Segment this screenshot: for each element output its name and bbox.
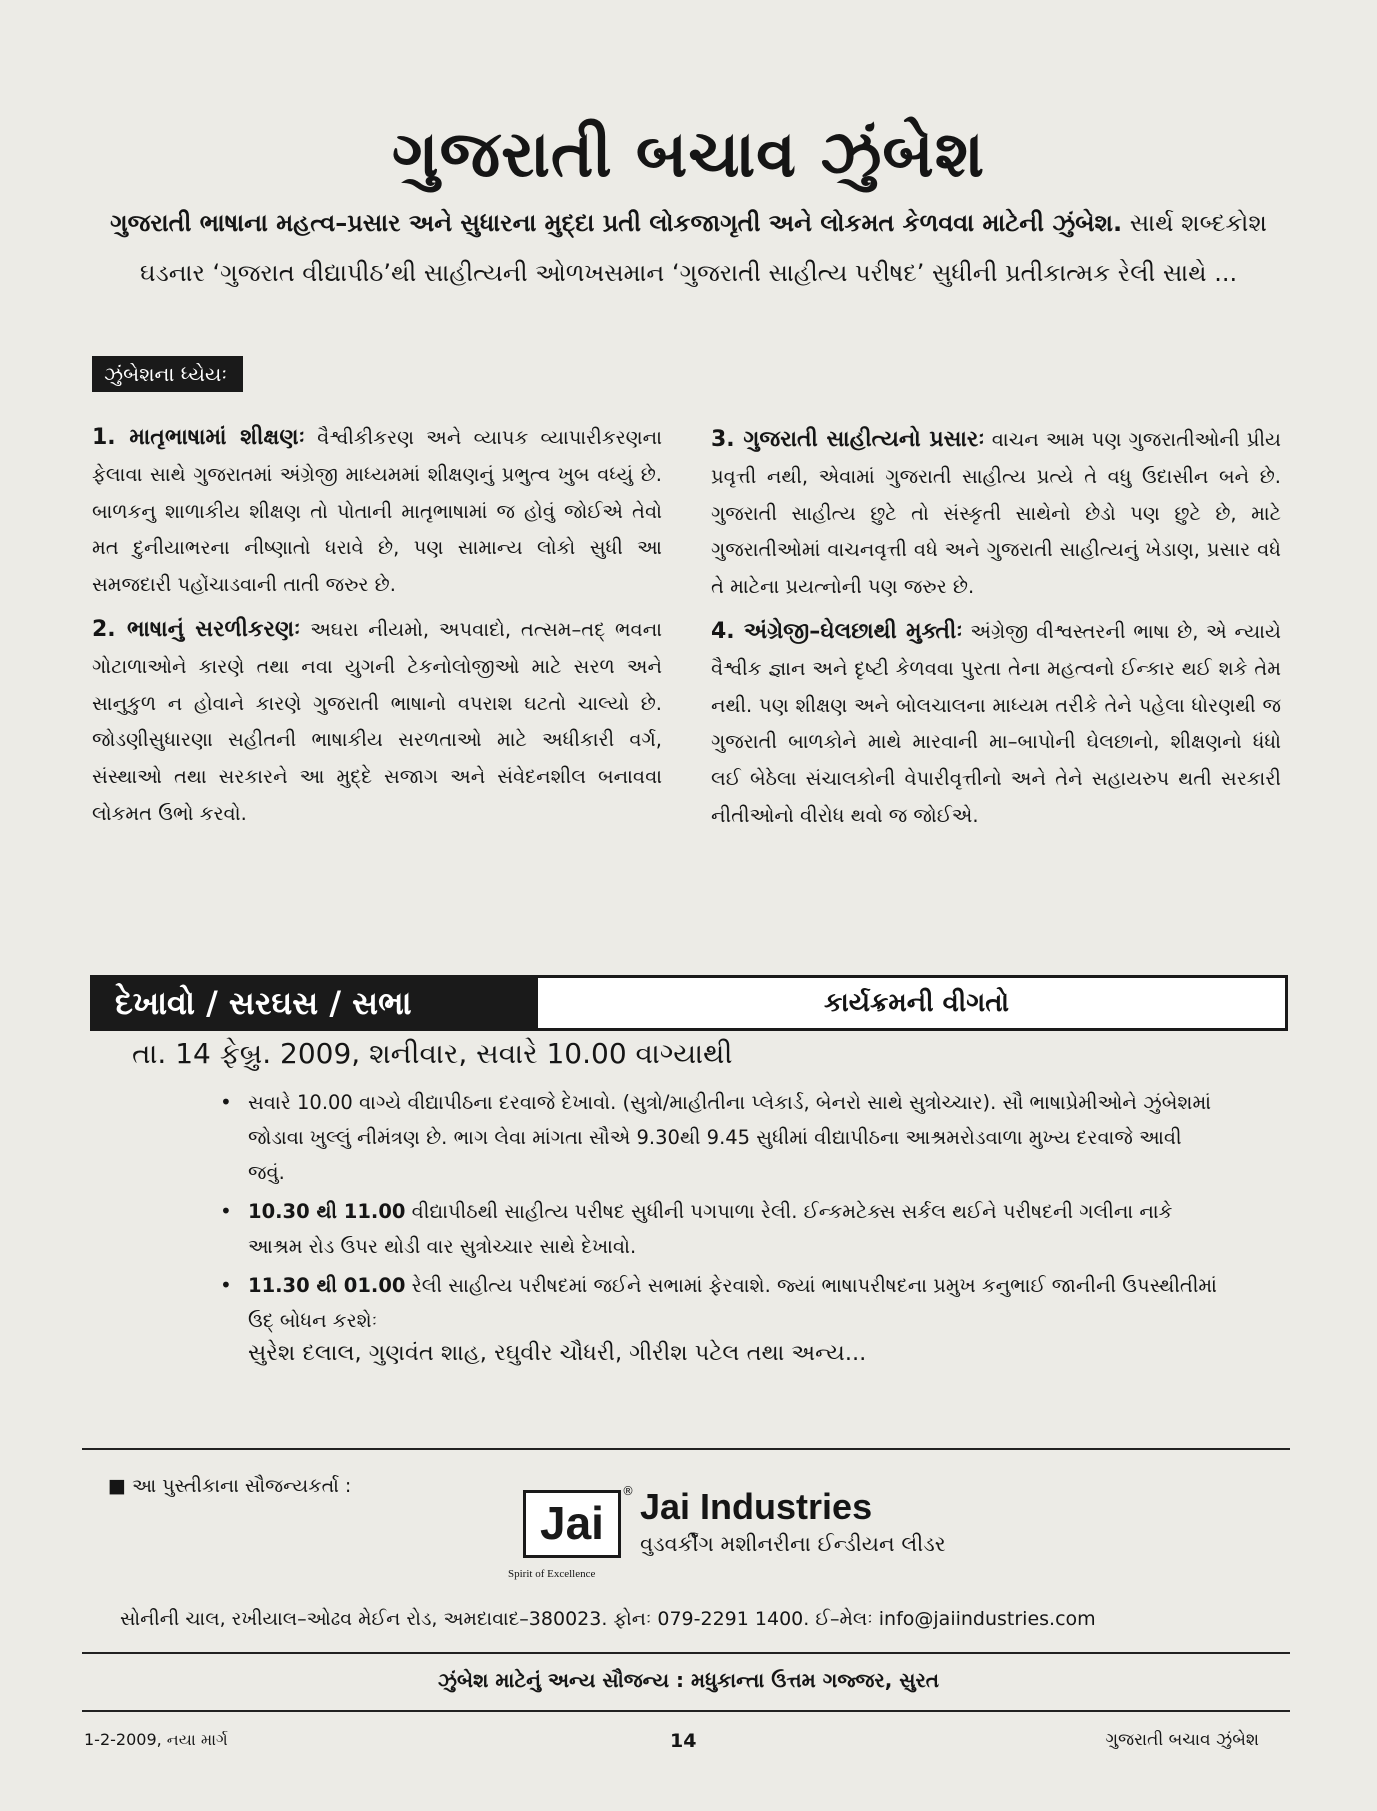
page-title: ગુજરાતી બચાવ ઝુંબેશ	[391, 118, 986, 192]
goal-item	[711, 614, 1281, 835]
sponsor-label	[108, 1475, 351, 1497]
list-item	[220, 1194, 1220, 1264]
other-sponsor: ઝુંબેશ માટેનું અન્ય સૌજન્ય : મધુકાન્તા ઉત્તમ ગજ્જર, સુરત	[437, 1668, 940, 1692]
company-name: Jai Industries	[640, 1486, 873, 1527]
list-item-text: સવારે 10.00 વાગ્યે વીદ્યાપીઠના દરવાજે દેખાવો. (સુત્રો/માહીતીના પ્લેકાર્ડ, બેનરો સાથે સુત્રોચ્ચાર). સૌ ભાષાપ્રેમીઓને ઝુંબેશમાં જોડાવા ખુલ્લું નીમંત્રણ છે. ભાગ લેવા માંગતા સૌએ 9.30થી 9.45 સુધીમાં વીદ્યાપીઠના આશ્રમરોડવાળા મુખ્ય દરવાજે આવી જવું.	[248, 1091, 1211, 1184]
program-banner	[90, 975, 1288, 1031]
logo-tagline: Spirit of Excellence	[508, 1568, 596, 1580]
list-item-time: 11.30 થી 01.00	[248, 1274, 406, 1297]
bullet-icon: •	[220, 1090, 232, 1114]
registered-mark: ®	[622, 1484, 634, 1498]
footer-date: 1-2-2009, નયા માર્ગ	[84, 1730, 228, 1749]
goal-heading: 1. માતૃભાષામાં શીક્ષણઃ	[92, 425, 305, 450]
jai-logo: Jai	[523, 1490, 621, 1558]
divider	[82, 1448, 1290, 1450]
goal-item	[711, 422, 1281, 606]
goal-text: અંગ્રેજી વીશ્વસ્તરની ભાષા છે, એ ન્યાયે વૈશ્વીક જ્ઞાન અને દૃષ્ટી કેળવવા પુરતા તેના મહત્વનો ઈન્કાર થઈ શકે તેમ નથી. પણ શીક્ષણ અને બોલચાલના માધ્યમ તરીકે તેને પહેલા ધોરણથી જ ગુજરાતી બાળકોને માથે મારવાની મા–બાપોની ઘેલછાનો, શીક્ષણનો ધંધો લઈ બેઠેલા સંચાલકોની વેપારીવૃત્તીનો અને તેને સહાયરુપ થતી સરકારી નીતીઓનો વીરોધ થવો જ જોઈએ.	[711, 619, 1281, 827]
event-date: તા. 14 ફેબ્રુ. 2009, શનીવાર, સવારે 10.00 વાગ્યાથી	[132, 1037, 733, 1070]
footer-title: ગુજરાતી બચાવ ઝુંબેશ	[1105, 1730, 1259, 1750]
sponsor-label-text: આ પુસ્તીકાના સૌજન્યકર્તા :	[132, 1475, 352, 1497]
page-number: 14	[670, 1730, 697, 1752]
subtitle	[100, 198, 1277, 298]
goals-label: ઝુંબેશના ધ્યેયઃ	[92, 356, 243, 392]
list-item	[220, 1268, 1220, 1338]
list-item-text: વીદ્યાપીઠથી સાહીત્ય પરીષદ સુધીની પગપાળા રેલી. ઈન્કમટેક્સ સર્કલ થઈને પરીષદની ગલીના નાકે આશ્રમ રોડ ઉપર થોડી વાર સુત્રોચ્ચાર સાથે દેખાવો.	[248, 1200, 1173, 1258]
goal-item	[92, 612, 662, 833]
banner-left-label: દેખાવો / સરઘસ / સભા	[93, 978, 538, 1028]
goals-left-column	[92, 420, 662, 841]
subtitle-bold: ગુજરાતી ભાષાના મહત્વ–પ્રસાર અને સુધારના મુદ્દા પ્રતી લોકજાગૃતી અને લોકમત કેળવવા માટેની ઝુંબેશ.	[110, 209, 1123, 237]
goal-item	[92, 420, 662, 604]
goal-heading: 4. અંગ્રેજી–ઘેલછાથી મુક્તીઃ	[711, 618, 963, 644]
program-list	[220, 1085, 1220, 1342]
bullet-icon: •	[220, 1199, 232, 1223]
list-item-time: 10.30 થી 11.00	[248, 1200, 406, 1223]
list-item-text: રેલી સાહીત્ય પરીષદમાં જઈને સભામાં ફેરવાશે. જ્યાં ભાષાપરીષદના પ્રમુખ કનુભાઈ જાનીની ઉપસ્થીતીમાં ઉદ્ બોધન કરશેઃ	[248, 1274, 1217, 1332]
subtitle-rest: સાર્થ શબ્દકોશ ઘડનાર ‘ગુજરાત વીદ્યાપીઠ’થી સાહીત્યની ઓળખસમાન ‘ગુજરાતી સાહીત્ય પરીષદ’ સુધીની પ્રતીકાત્મક રેલી સાથે ...	[139, 209, 1267, 287]
speakers-line: સુરેશ દલાલ, ગુણવંત શાહ, રઘુવીર ચૌધરી, ગીરીશ પટેલ તથા અન્ય...	[248, 1340, 867, 1366]
divider	[82, 1652, 1290, 1654]
goal-text: અઘરા નીયમો, અપવાદો, તત્સમ–તદ્ ભવના ગોટાળાઓને કારણે તથા નવા યુગની ટેકનોલોજીઓ માટે સરળ અને સાનુકુળ ન હોવાને કારણે ગુજરાતી ભાષાનો વપરાશ ઘટતો ચાલ્યો છે. જોડણીસુધારણા સહીતની ભાષાકીય સરળતાઓ માટે અધીકારી વર્ગ, સંસ્થાઓ તથા સરકારને આ મુદ્દે સજાગ અને સંવેદનશીલ બનાવવા લોકમત ઉભો કરવો.	[92, 617, 662, 825]
list-item	[220, 1085, 1220, 1190]
divider	[82, 1710, 1290, 1712]
goal-heading: 3. ગુજરાતી સાહીત્યનો પ્રસારઃ	[711, 427, 985, 452]
goal-text: વાચન આમ પણ ગુજરાતીઓની પ્રીય પ્રવૃત્તી નથી, એવામાં ગુજરાતી સાહીત્ય પ્રત્યે તે વધુ ઉદાસીન બને છે. ગુજરાતી સાહીત્ય છુટે તો સંસ્કૃતી સાથેનો છેડો પણ છુટે છે, માટે ગુજરાતીઓમાં વાચનવૃત્તી વધે અને ગુજરાતી સાહીત્યનું ખેડાણ, પ્રસાર વધે તે માટેના પ્રયત્નોની પણ જરુર છે.	[711, 428, 1281, 599]
bullet-icon: •	[220, 1273, 232, 1297]
goal-text: વૈશ્વીકીકરણ અને વ્યાપક વ્યાપારીકરણના ફેલાવા સાથે ગુજરાતમાં અંગ્રેજી માધ્યમમાં શીક્ષણનું પ્રભુત્વ ખુબ વધ્યું છે. બાળકનુ શાળાકીય શીક્ષણ તો પોતાની માતૃભાષામાં જ હોવું જોઈએ તેવો મત દુનીયાભરના નીષ્ણાતો ધરાવે છે, પણ સામાન્ય લોકો સુધી આ સમજદારી પહોંચાડવાની તાતી જરુર છે.	[92, 426, 662, 597]
goals-right-column	[711, 422, 1281, 843]
banner-right-label: કાર્યક્રમની વીગતો	[824, 988, 1009, 1018]
goal-heading: 2. ભાષાનું સરળીકરણઃ	[92, 616, 301, 642]
company-description: વુડવર્કીંગ મશીનરીના ઈન્ડીયન લીડર	[640, 1532, 946, 1556]
company-address: સોનીની ચાલ, રખીયાલ–ઓઢવ મેઈન રોડ, અમદાવાદ–380023. ફોનઃ 079-2291 1400. ઈ–મેલઃ info@jaiindustries.com	[120, 1608, 1096, 1630]
square-bullet-icon: ■	[108, 1475, 126, 1497]
